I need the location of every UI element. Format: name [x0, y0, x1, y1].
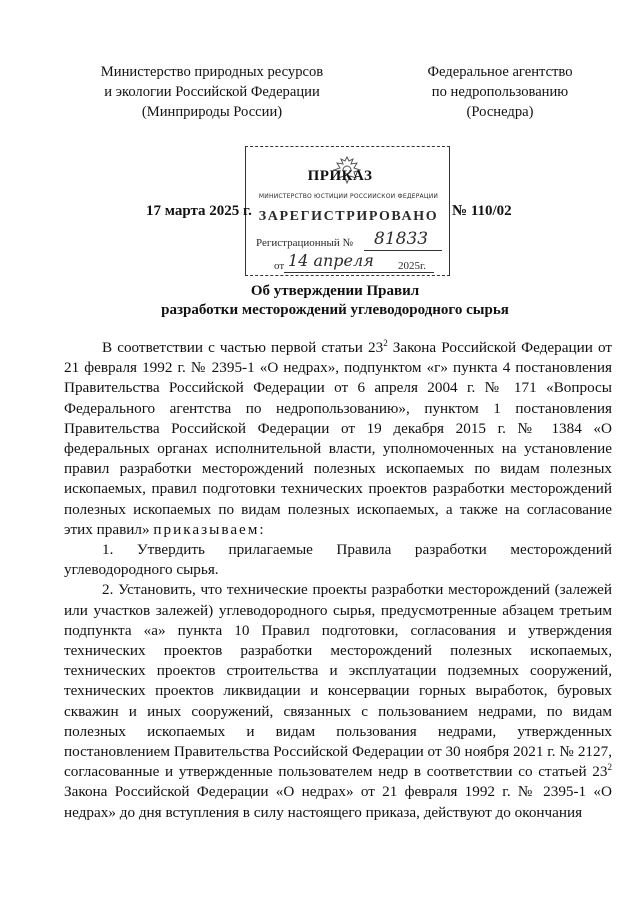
- prikazyvaem-word: приказываем:: [153, 520, 266, 538]
- ministry-header: [82, 62, 342, 122]
- document-title-line-2: разработки месторождений углеводородного сырья: [161, 302, 509, 318]
- superscript: 2: [607, 762, 612, 773]
- ministry-line-2: и экологии Российской Федерации: [104, 84, 320, 100]
- text-run: В соответствии с частью первой статьи 23: [102, 339, 384, 356]
- agency-line-1: Федеральное агентство: [427, 64, 573, 80]
- agency-line-3: (Роснедра): [466, 104, 534, 120]
- text-run: Закона Российской Федерации от 21 февраля 1992 г. № 2395-1 «О недрах», подпунктом «г» пункта 4 постановления Правительства Российской Федерации от 6 апреля 2004 г. № 171 «Вопросы Федерального агентства по недропользованию», пунктом 1 постановления Правительства Российской Федерации от 19 декабря 2015 г. № 1384 «О федеральных органах исполнительной власти, уполномоченных на установление правил разработки месторождений полезных ископаемых по видам полезных ископаемых, правил подготовки технических проектов разработки месторождений полезных ископаемых по видам полезных ископаемых, а также на согласование этих правил»: [64, 339, 612, 538]
- paragraph-preamble: [64, 338, 612, 540]
- agency-header: [380, 62, 620, 122]
- text-run: 2. Установить, что технические проекты разработки месторождений (залежей или участков залежей) углеводородного сырья, предусмотренные абзацем третьим подпункта «а» пункта 10 Правил подготовки, согласования и утверждения технических проектов разработки месторождений полезных ископаемых, технических проектов строительства и эксплуатации подземных сооружений, технических проектов ликвидации и консервации горных выработок, буровых скважин и иных сооружений, связанных с пользованием недрами, по видам полезных ископаемых и видам пользования недрами, утвержденных постановлением Правительства Российской Федерации от 30 ноября 2021 г. № 2127, согласованные и утвержденные пользователем недр в соответствии со статьей 23: [64, 581, 612, 781]
- stamp-regno-value: 81833: [374, 229, 429, 249]
- text-run: Закона Российской Федерации «О недрах» от 21 февраля 1992 г. № 2395-1 «О недрах» до дня вступления в силу настоящего приказа, действуют до окончания: [64, 783, 612, 821]
- stamp-regno-label: Регистрационный №: [256, 237, 354, 249]
- stamp-ministry-text: МИНИСТЕРСТВО ЮСТИЦИИ РОССИЙСКОЙ ФЕДЕРАЦИИ: [258, 193, 439, 200]
- superscript: 2: [383, 338, 388, 348]
- order-date: 17 марта 2025 г.: [146, 203, 252, 219]
- agency-line-2: по недропользованию: [431, 84, 569, 100]
- paragraph-item-1: 1. Утвердить прилагаемые Правила разработки месторождений углеводородного сырья.: [64, 541, 612, 579]
- stamp-from-label: от: [274, 260, 285, 272]
- paragraph-item-2: [64, 580, 612, 822]
- stamp-from-date: 14 апреля: [288, 251, 374, 270]
- ministry-line-3: (Минприроды России): [141, 104, 283, 120]
- stamp-underline: [364, 250, 442, 251]
- order-number: № 110/02: [452, 203, 512, 219]
- document-title-line-1: Об утверждении Правил: [250, 283, 420, 299]
- document-title: [100, 282, 570, 320]
- order-title: ПРИКАЗ: [307, 168, 373, 184]
- stamp-from-year: 2025г.: [398, 260, 427, 272]
- ministry-line-1: Министерство природных ресурсов: [100, 64, 324, 80]
- stamp-registered-text: ЗАРЕГИСТРИРОВАНО: [258, 209, 439, 224]
- document-body: [64, 338, 612, 823]
- registration-stamp: [245, 146, 450, 276]
- stamp-underline: [284, 272, 434, 273]
